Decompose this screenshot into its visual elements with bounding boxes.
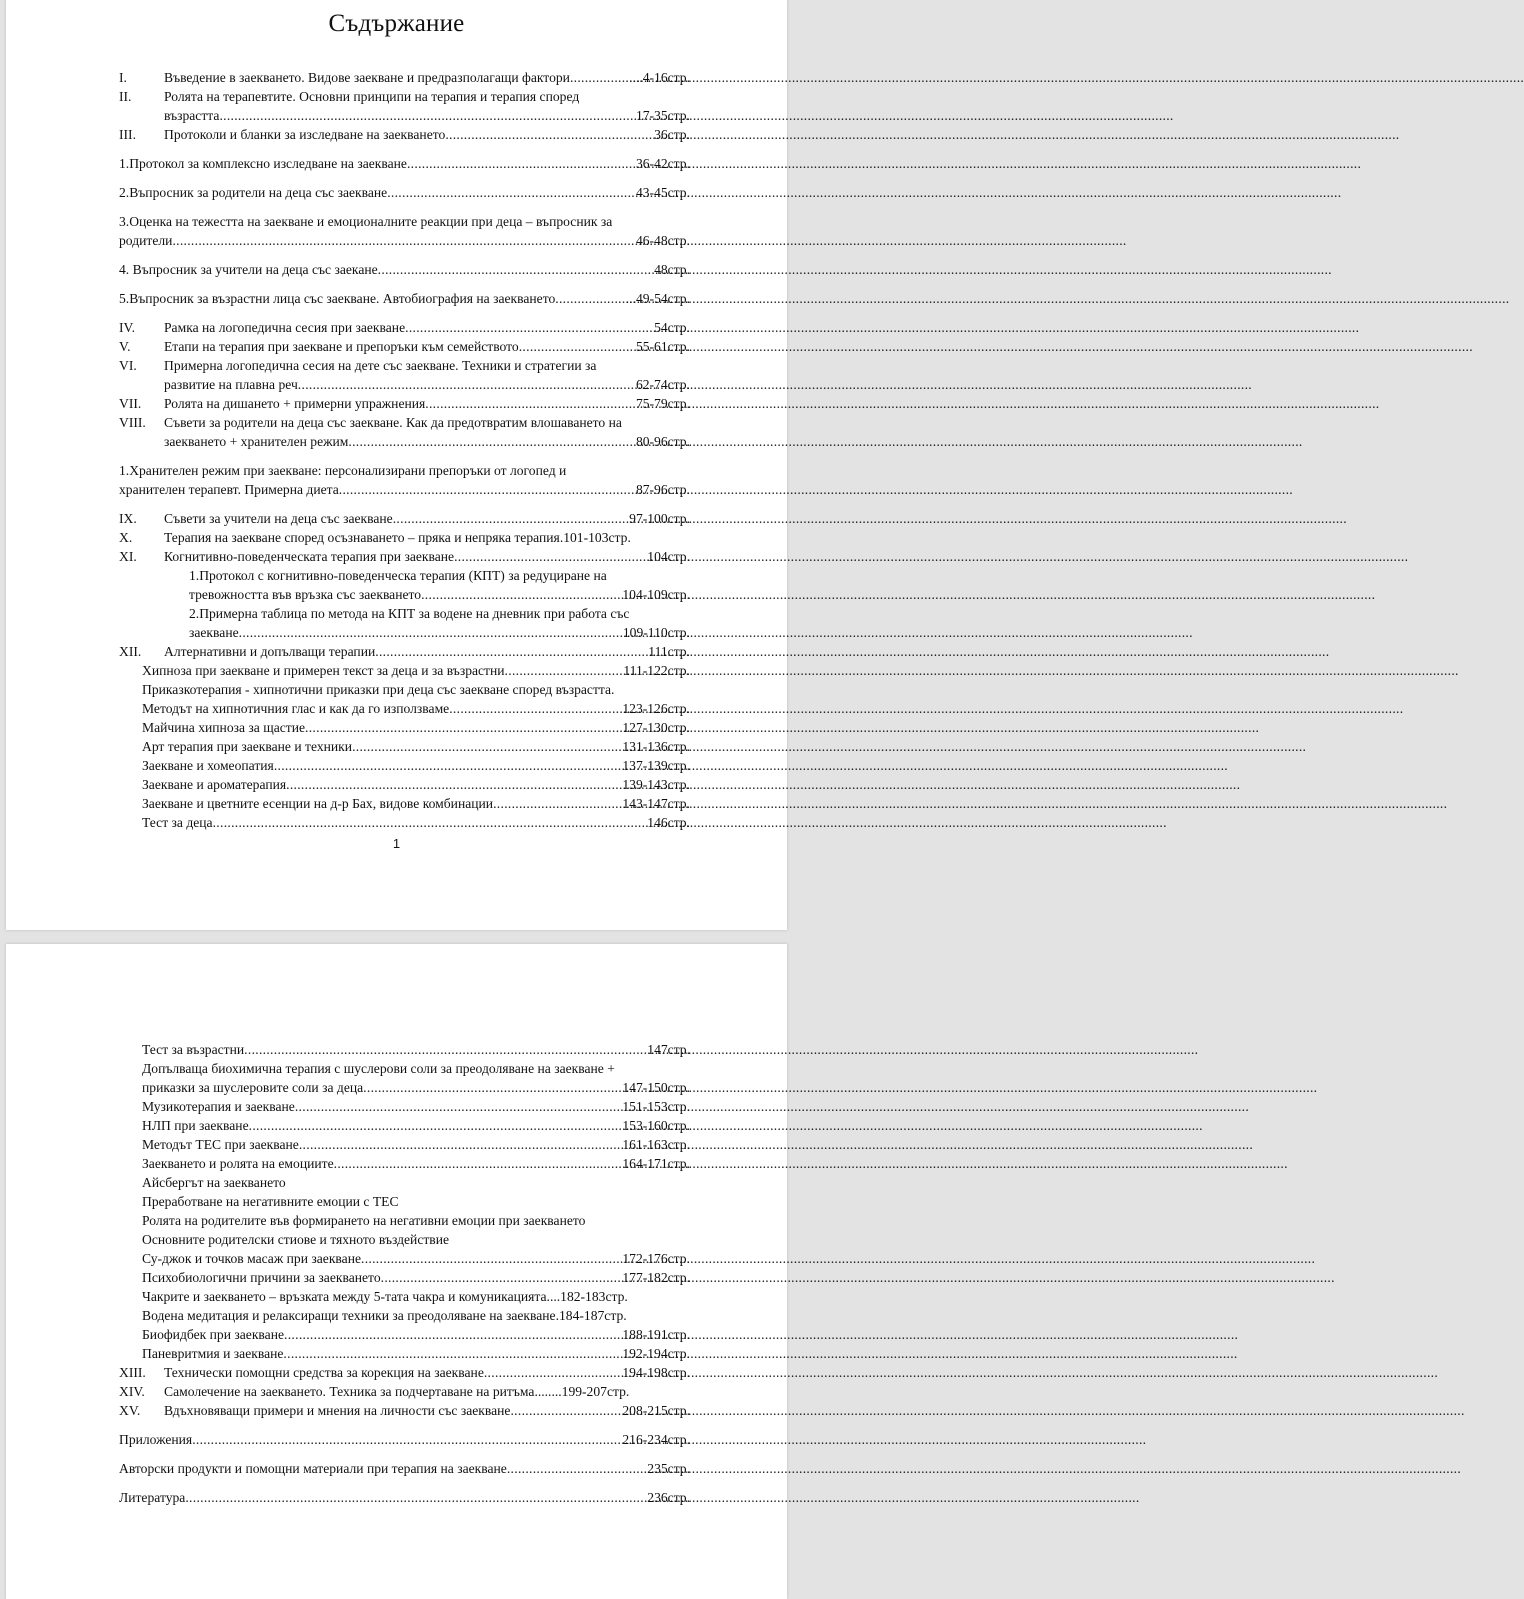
toc-entry-title: заекването + хранителен режим (164, 434, 349, 449)
toc-entry-title: Терапия на заекване според осъзнаването – пряка и непряка терапия (164, 530, 560, 545)
toc-entry-title: Методът на хипнотичния глас и как да го използваме (142, 701, 450, 716)
toc-page-range: 17-35стр. (635, 108, 690, 123)
toc-entry (6, 756, 787, 775)
toc-page-range: .101-103стр. (559, 530, 631, 545)
toc-dot-leader (219, 106, 636, 125)
toc-entry (6, 87, 787, 106)
toc-entry (6, 1459, 787, 1478)
toc-entry-title: Методът ТЕС при заекване (142, 1137, 299, 1152)
toc-entry (6, 1097, 787, 1116)
toc-dot-leader (348, 432, 636, 451)
toc-page-range: 208-215стр. (622, 1403, 690, 1418)
toc-entry (6, 1173, 787, 1192)
toc-dot-leader (274, 756, 623, 775)
toc-dot-leader (507, 1459, 647, 1478)
toc-dot-leader (454, 547, 647, 566)
toc-entry-title: приказки за шуслеровите соли за деца (142, 1080, 364, 1095)
toc-entry-title: развитие на плавна реч (164, 377, 298, 392)
toc-entry (6, 394, 787, 413)
toc-page-range: 172-176стр. (622, 1251, 690, 1266)
toc-entry-title: Хипноза при заекване и примерен текст за деца и за възрастни (142, 663, 505, 678)
toc-roman-numeral: VI. (119, 358, 137, 373)
toc-roman-numeral: I. (119, 70, 127, 85)
toc-dot-leader (239, 623, 623, 642)
toc-entry (6, 585, 787, 604)
toc-entry-title: Авторски продукти и помощни материали при терапия на заекване (119, 1461, 507, 1476)
toc-entry (6, 775, 787, 794)
toc-entry-title: 1.Протокол за комплексно изследване на заекване (119, 156, 407, 171)
toc-roman-numeral: IV. (119, 320, 135, 335)
toc-entry (6, 642, 787, 661)
toc-page-range: ....4-16стр. (629, 70, 690, 85)
toc-entry-title: 1.Хранителен режим при заекване: персонализирани препоръки от логопед и (119, 463, 567, 478)
toc-page-range: 75-79стр. (635, 396, 690, 411)
toc-entry (6, 318, 787, 337)
toc-dot-leader (298, 375, 636, 394)
toc-entry (6, 125, 787, 144)
toc-page-range: ...49-54стр. (625, 291, 690, 306)
toc-list (6, 68, 787, 832)
toc-entry-title: Заекване и цветните есенции на д-р Бах, видове комбинации (142, 796, 494, 811)
toc-entry (6, 337, 787, 356)
toc-entry (6, 718, 787, 737)
toc-entry (6, 1382, 787, 1401)
toc-roman-numeral: VIII. (119, 415, 146, 430)
toc-entry-title: Паневритмия и заекване (142, 1346, 284, 1361)
toc-roman-numeral: IX. (119, 511, 137, 526)
toc-dot-leader (363, 1078, 622, 1097)
toc-entry (6, 461, 787, 480)
toc-entry-title: тревожността във връзка със заекването (189, 587, 422, 602)
toc-dot-leader (295, 1097, 623, 1116)
page-number: 1 (392, 836, 401, 851)
toc-dot-leader (484, 1363, 622, 1382)
toc-entry-title: Вдъхновяващи примери и мнения на личности със заекване (164, 1403, 511, 1418)
toc-entry-title: Когнитивно-поведенческата терапия при заекване (164, 549, 455, 564)
toc-entry-title: Приказкотерапия - хипнотични приказки при деца със заекване според възрастта. (142, 682, 615, 697)
toc-page-range: 147стр. (647, 1042, 690, 1057)
toc-roman-numeral: X. (119, 530, 133, 545)
toc-entry-title: Технически помощни средства за корекция на заекване (164, 1365, 484, 1380)
toc-entry (6, 623, 787, 642)
toc-entry (6, 1268, 787, 1287)
toc-page-range: 43-45стр. (635, 185, 690, 200)
toc-dot-leader (519, 337, 636, 356)
document-page-2 (6, 944, 787, 1599)
toc-entry-title: Преработване на негативните емоции с ТЕС (142, 1194, 399, 1209)
toc-entry-title: Етапи на терапия при заекване и препоръки към семейството (164, 339, 519, 354)
toc-dot-leader (407, 154, 636, 173)
toc-entry (6, 1116, 787, 1135)
toc-page-range: 62-74стр. (635, 377, 690, 392)
toc-page-range: 111стр. (648, 644, 690, 659)
toc-entry-title: Основните родителски стиове и тяхното въздействие (142, 1232, 450, 1247)
toc-entry-title: хранителен терапевт. Примерна диета (119, 482, 339, 497)
toc-entry-title: 1.Протокол с когнитивно-поведенческа терапия (КПТ) за редуциране на (189, 568, 607, 583)
toc-dot-leader (286, 775, 622, 794)
toc-entry (6, 1344, 787, 1363)
toc-entry (6, 68, 787, 87)
toc-page-range: 235стр. (647, 1461, 690, 1476)
toc-dot-leader (445, 125, 654, 144)
toc-dot-leader (505, 661, 624, 680)
toc-roman-numeral: XI. (119, 549, 137, 564)
toc-entry (6, 680, 787, 699)
toc-entry-title: 2.Примерна таблица по метода на КПТ за водене на дневник при работа със (189, 606, 630, 621)
toc-page-range: 48стр. (654, 262, 690, 277)
toc-entry (6, 231, 787, 250)
toc-entry (6, 661, 787, 680)
toc-entry (6, 1488, 787, 1507)
toc-entry (6, 1363, 787, 1382)
toc-dot-leader (387, 183, 636, 202)
toc-dot-leader (510, 1401, 622, 1420)
toc-entry-title: заекване (189, 625, 239, 640)
toc-entry-title: Примерна логопедична сесия на дете със заекване. Техники и стратегии за (164, 358, 597, 373)
toc-page-range: 177-182стр. (622, 1270, 690, 1285)
toc-entry (6, 1306, 787, 1325)
toc-entry-title: Въведение в заекването. Видове заекване и предразполагащи фактори (164, 70, 570, 85)
document-page-1 (6, 0, 787, 930)
toc-entry (6, 737, 787, 756)
toc-entry (6, 413, 787, 432)
toc-dot-leader (213, 813, 648, 832)
toc-dot-leader (334, 1154, 623, 1173)
toc-dot-leader (570, 68, 629, 87)
toc-entry (6, 1430, 787, 1449)
toc-dot-leader (339, 480, 636, 499)
toc-roman-numeral: XIII. (119, 1365, 146, 1380)
toc-dot-leader (449, 699, 622, 718)
toc-dot-leader (284, 1325, 622, 1344)
toc-page-range: 192-194стр. (622, 1346, 690, 1361)
toc-page-range: ........199-207стр. (534, 1384, 630, 1399)
toc-entry-title: Су-джок и точков масаж при заекване (142, 1251, 361, 1266)
toc-entry (6, 509, 787, 528)
toc-entry (6, 375, 787, 394)
toc-page-range: 55-61стр. (635, 339, 690, 354)
toc-entry-title: Ролята на родителите във формирането на негативни емоции при заекването (142, 1213, 586, 1228)
toc-page-range: 194-198стр. (622, 1365, 690, 1380)
toc-entry-title: Допълваща биохимична терапия с шуслерови соли за преодоляване на заекване + (142, 1061, 615, 1076)
toc-entry-title: Съвети за родители на деца със заекване. Как да предотвратим влошаването на (164, 415, 622, 430)
toc-dot-leader (361, 1249, 622, 1268)
toc-page-range: 137-139стр. (622, 758, 690, 773)
toc-entry-title: Заекване и хомеопатия (142, 758, 274, 773)
toc-entry (6, 106, 787, 125)
toc-entry-title: НЛП при заекване (142, 1118, 249, 1133)
toc-entry (6, 1154, 787, 1173)
toc-entry-title: Заекването и ролята на емоциите (142, 1156, 334, 1171)
toc-entry (6, 480, 787, 499)
toc-entry-title: 3.Оценка на тежестта на заекване и емоционалните реакции при деца – въпросник за (119, 214, 613, 229)
page-title: Съдържание (328, 10, 465, 37)
toc-page-range: 97-100стр. (629, 511, 690, 526)
toc-entry-title: Майчина хипноза за щастие (142, 720, 306, 735)
toc-dot-leader (555, 289, 625, 308)
toc-entry (6, 547, 787, 566)
toc-dot-leader (352, 737, 622, 756)
toc-entry (6, 528, 787, 547)
toc-page-range: 153-160стр. (622, 1118, 690, 1133)
toc-entry-title: Чакрите и заекването – връзката между 5-тата чакра и комуникацията (142, 1289, 547, 1304)
toc-entry (6, 1287, 787, 1306)
toc-entry (6, 604, 787, 623)
toc-entry-title: Водена медитация и релаксиращи техники за преодоляване на заекване (142, 1308, 556, 1323)
toc-page-range: 143-147стр. (622, 796, 690, 811)
toc-entry-title: Биофидбек при заекване (142, 1327, 285, 1342)
toc-entry (6, 1230, 787, 1249)
toc-dot-leader (375, 642, 648, 661)
toc-page-range: 161-163стр. (622, 1137, 690, 1152)
toc-entry-title: Арт терапия при заекване и техники (142, 739, 353, 754)
toc-entry (6, 432, 787, 451)
toc-entry (6, 1040, 787, 1059)
toc-entry-title: Заекване и ароматерапия (142, 777, 287, 792)
toc-dot-leader (249, 1116, 623, 1135)
toc-entry-title: Рамка на логопедична сесия при заекване (164, 320, 406, 335)
toc-page-range: 87-96стр. (635, 482, 690, 497)
toc-page-range: 164-171стр. (622, 1156, 690, 1171)
toc-entry-title: Съвети за учители на деца със заекване (164, 511, 393, 526)
toc-dot-leader (378, 260, 654, 279)
toc-entry-title: родители (119, 233, 173, 248)
toc-entry (6, 1211, 787, 1230)
toc-entry (6, 813, 787, 832)
toc-entry (6, 154, 787, 173)
toc-entry (6, 289, 787, 308)
toc-page-range: .184-187стр. (555, 1308, 627, 1323)
toc-entry-title: Музикотерапия и заекване (142, 1099, 295, 1114)
toc-page-range: 36стр. (654, 127, 690, 142)
toc-dot-leader (244, 1040, 647, 1059)
toc-entry-title: възрастта (164, 108, 220, 123)
toc-entry-title: 5.Въпросник за възрастни лица със заекване. Автобиография на заекването (119, 291, 556, 306)
toc-entry-title: Тест за деца (142, 815, 213, 830)
toc-page-range: 188-191стр. (622, 1327, 690, 1342)
toc-dot-leader (381, 1268, 623, 1287)
toc-entry-title: Ролята на дишането + примерни упражнения (164, 396, 426, 411)
toc-entry (6, 260, 787, 279)
toc-dot-leader (493, 794, 622, 813)
toc-page-range: 109-110стр. (622, 625, 690, 640)
toc-dot-leader (405, 318, 654, 337)
toc-roman-numeral: V. (119, 339, 131, 354)
toc-entry-title: Психобиологични причини за заекването (142, 1270, 381, 1285)
toc-page-range: 216-234стр. (622, 1432, 690, 1447)
toc-entry-title: Протоколи и бланки за изследване на заекването (164, 127, 446, 142)
toc-page-range: 54стр. (654, 320, 690, 335)
toc-entry (6, 566, 787, 585)
toc-entry-title: Тест за възрастни (142, 1042, 245, 1057)
toc-page-range: ....182-183стр. (546, 1289, 628, 1304)
toc-entry-title: Приложения (119, 1432, 193, 1447)
toc-entry (6, 794, 787, 813)
toc-entry (6, 1249, 787, 1268)
toc-dot-leader (393, 509, 629, 528)
toc-page-range: 147-150стр. (622, 1080, 690, 1095)
toc-page-range: 139-143стр. (622, 777, 690, 792)
toc-page-range: 236стр. (647, 1490, 690, 1505)
toc-entry-title: Самолечение на заекването. Техника за подчертаване на ритъма (164, 1384, 535, 1399)
toc-entry-title: Айсбергът на заекването (142, 1175, 286, 1190)
toc-page-range: 80-96стр. (635, 434, 690, 449)
toc-dot-leader (425, 394, 636, 413)
toc-entry-title: 2.Въпросник за родители на деца със заекване (119, 185, 388, 200)
toc-roman-numeral: XV. (119, 1403, 141, 1418)
toc-entry (6, 1059, 787, 1078)
toc-entry-title: Ролята на терапевтите. Основни принципи на терапия и терапия според (164, 89, 580, 104)
toc-page-range: 131-136стр. (622, 739, 690, 754)
toc-dot-leader (192, 1430, 622, 1449)
toc-roman-numeral: XII. (119, 644, 142, 659)
toc-page-range: 46-48стр. (635, 233, 690, 248)
toc-roman-numeral: VII. (119, 396, 142, 411)
toc-page-range: 104-109стр. (622, 587, 690, 602)
toc-dot-leader (421, 585, 622, 604)
toc-entry (6, 1325, 787, 1344)
toc-page-range: 111-122стр. (623, 663, 690, 678)
toc-list (6, 1040, 787, 1507)
toc-dot-leader (305, 718, 622, 737)
toc-entry-title: Алтернативни и допълващи терапии (164, 644, 376, 659)
toc-entry (6, 1135, 787, 1154)
toc-entry-title: 4. Въпросник за учители на деца със заекане (119, 262, 378, 277)
toc-entry (6, 699, 787, 718)
toc-dot-leader (185, 1488, 647, 1507)
toc-page-range: 123-126стр. (622, 701, 690, 716)
toc-entry (6, 356, 787, 375)
toc-entry (6, 212, 787, 231)
toc-page-range: 104стр. (647, 549, 690, 564)
toc-dot-leader (172, 231, 636, 250)
toc-page-range: 127-130стр. (622, 720, 690, 735)
toc-dot-leader (299, 1135, 623, 1154)
toc-page-range: 36-42стр. (635, 156, 690, 171)
toc-entry (6, 1192, 787, 1211)
toc-roman-numeral: XIV. (119, 1384, 145, 1399)
toc-entry (6, 1078, 787, 1097)
toc-entry-title: Литература (119, 1490, 186, 1505)
toc-entry (6, 1401, 787, 1420)
toc-dot-leader (283, 1344, 622, 1363)
toc-roman-numeral: II. (119, 89, 132, 104)
toc-page-range: 151-153стр. (622, 1099, 690, 1114)
toc-entry (6, 183, 787, 202)
toc-roman-numeral: III. (119, 127, 136, 142)
toc-page-range: 146стр. (647, 815, 690, 830)
